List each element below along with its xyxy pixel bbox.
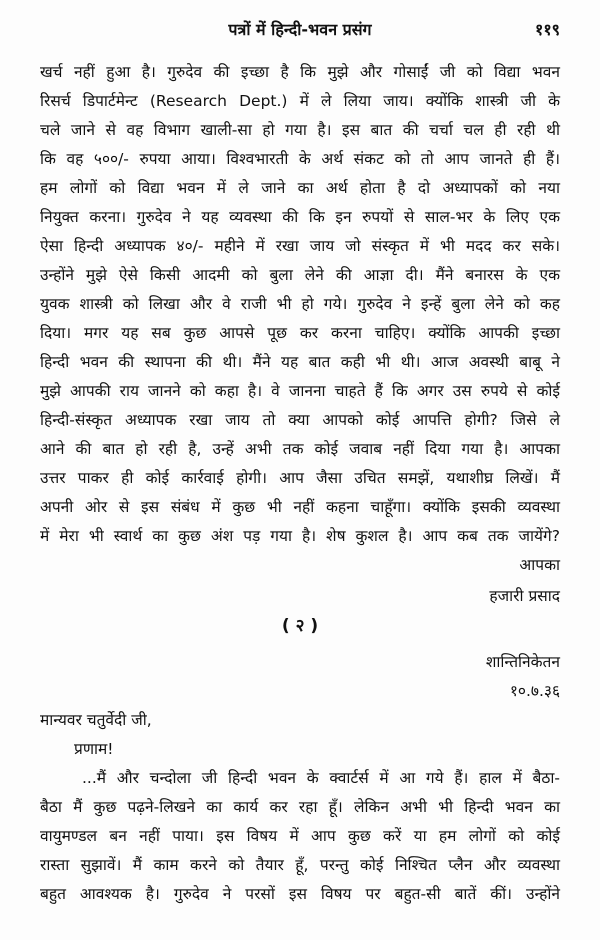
text-line: हम लोगों को विद्या भवन में ले जाने का अर्थ होता है दो अध्यापकों को नया xyxy=(40,179,560,197)
letter-place: शान्तिनिकेतन xyxy=(485,653,560,671)
page-header xyxy=(40,14,560,44)
text-line: नियुक्त करना। गुरुदेव ने यह व्यवस्था की कि इन रुपयों से साल-भर के लिए एक xyxy=(40,208,560,226)
text-line: खर्च नहीं हुआ है। गुरुदेव की इच्छा है कि मुझे और गोसाईं जी को विद्या भवन xyxy=(40,63,560,81)
text-line: हिन्दी-संस्कृत अध्यापक रखा जाय तो क्या आपको कोई आपत्ति होगी? जिसे ले xyxy=(40,411,560,429)
letter-signature: हजारी प्रसाद xyxy=(489,587,560,605)
text-line: हिन्दी भवन की स्थापना की थी। मैंने यह बात कही भी थी। आज अवस्थी बाबू ने xyxy=(40,353,560,371)
letter-2-heading xyxy=(40,612,560,641)
text-line: बैठा मैं कुछ पढ़ने-लिखने का कार्य कर रहा हूँ। लेकिन अभी भी हिन्दी भवन का xyxy=(40,798,560,816)
text-line: रास्ता सुझावें। मैं काम करने को तैयार हूँ, परन्तु कोई निश्चित प्लैन और व्यवस्था xyxy=(40,856,560,874)
text-line: वायुमण्डल बन नहीं पाया। इस विषय में आप कुछ करें या हम लोगों को कोई xyxy=(40,827,560,845)
letter-closing: आपका xyxy=(519,556,560,574)
text-line: आने की बात हो रही है, उन्हें अभी तक कोई जवाब नहीं दिया गया है। आपका xyxy=(40,440,560,458)
letter-number: ( २ ) xyxy=(281,616,319,636)
text-line: चले जाने से वह विभाग खाली-सा हो गया है। इस बात की चर्चा चल ही रही थी xyxy=(40,121,560,139)
letter-1-body xyxy=(40,58,560,611)
text-line: उत्तर पाकर ही कोई कार्रवाई होगी। आप जैसा उचित समझें, यथाशीघ्र लिखें। मैं xyxy=(40,469,560,487)
text-line: बहुत आवश्यक है। गुरुदेव ने परसों इस विषय पर बहुत-सी बातें कीं। उन्होंने xyxy=(40,885,560,903)
letter-2-place-date xyxy=(40,648,560,706)
text-line: दिया। मगर यह सब कुछ आपसे पूछ कर करना चाहिए। क्योंकि आपकी इच्छा xyxy=(40,324,560,342)
running-title: पत्रों में हिन्दी-भवन प्रसंग xyxy=(228,20,372,39)
text-line: रिसर्च डिपार्टमेन्ट (Research Dept.) में ले लिया जाय। क्योंकि शास्त्री जी के xyxy=(40,92,560,110)
text-line: मुझे आपकी राय जानने को कहा है। वे जानना चाहते हैं कि अगर उस रुपये से कोई xyxy=(40,382,560,400)
text-line: कि वह ५००/- रुपया आया। विश्वभारती के अर्थ संकट को तो आप जानते ही हैं। xyxy=(40,150,560,168)
salutation: मान्यवर चतुर्वेदी जी, xyxy=(40,711,152,729)
text-line: ऐसा हिन्दी अध्यापक ४०/- महीने में रखा जाय जो संस्कृत में भी मदद कर सके। xyxy=(40,237,560,255)
text-line: उन्होंने मुझे ऐसे किसी आदमी को बुला लेने की आज्ञा दी। मैंने बनारस के एक xyxy=(40,266,560,284)
text-line: ...मैं और चन्दोला जी हिन्दी भवन के क्वार्टर्स में आ गये हैं। हाल में बैठा- xyxy=(82,769,560,787)
text-line: में मेरा भी स्वार्थ का कुछ अंश पड़ गया है। शेष कुशल है। आप कब तक जायेंगे? xyxy=(40,527,560,545)
text-line: युवक शास्त्री को लिखा और वे राजी भी हो गये। गुरुदेव ने इन्हें बुला लेने को कह xyxy=(40,295,560,313)
text-line: अपनी ओर से इस संबंध में कुछ भी नहीं कहना चाहूँगा। क्योंकि इसकी व्यवस्था xyxy=(40,498,560,516)
greeting: प्रणाम! xyxy=(74,740,114,758)
letter-date: १०.७.३६ xyxy=(509,682,560,700)
page-number: ११९ xyxy=(535,20,560,39)
letter-2-body xyxy=(40,706,560,909)
